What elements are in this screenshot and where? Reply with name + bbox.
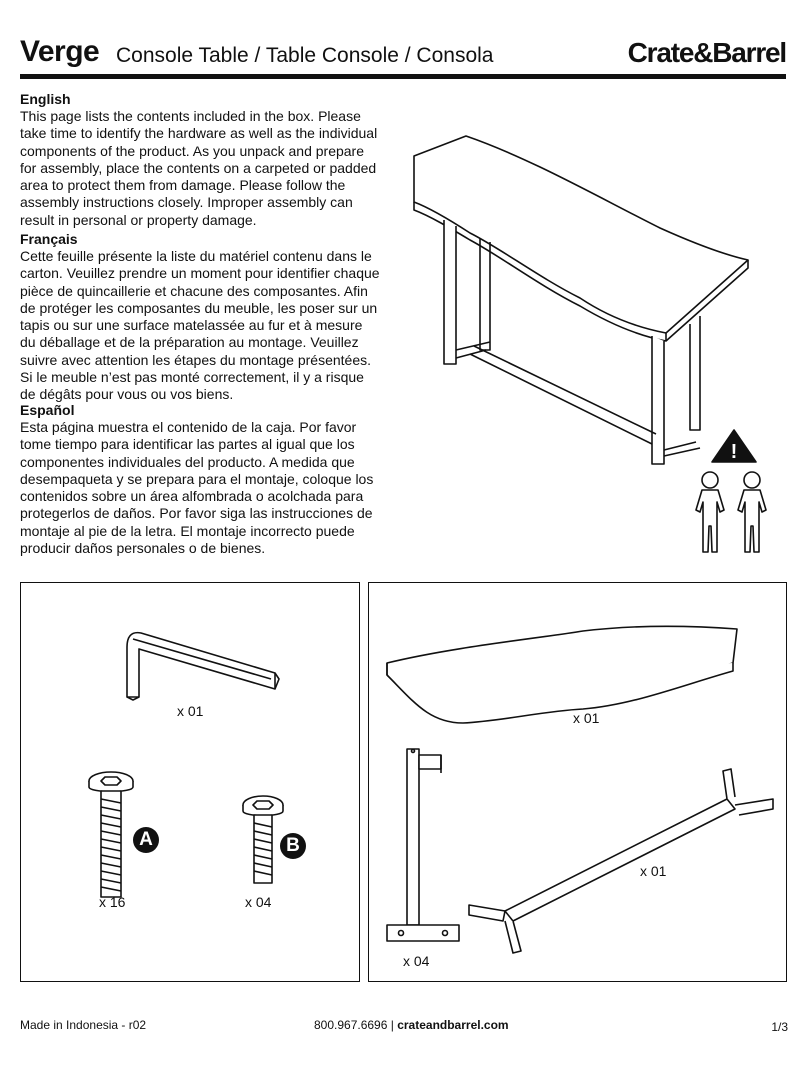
- footer-contact: [314, 1018, 509, 1032]
- allen-key-icon: [111, 623, 287, 703]
- footer-origin-country: Indonesia - r02: [66, 1018, 147, 1032]
- section-french-body: Cette feuille présente la liste du matériel contenu dans le carton. Veuillez prendre un moment pour identifier chaque pièce de quincaillerie et chacune des composantes. Afin de protéger les composantes du meuble, les poser sur un tapis ou sur une surface matelassée au fur et à mesure du déballage et de la préparation au montage. Veuillez suivre avec attention les étapes du montage présentées. Si le meuble n’est pas monté correctement, il y a risque de dégâts pour vous ou vos biens.: [20, 248, 380, 403]
- brand-logo: Crate&Barrel: [627, 37, 786, 68]
- product-model-name: Verge: [20, 35, 100, 68]
- section-english-heading: English: [20, 91, 71, 107]
- console-table-illustration: [410, 128, 760, 478]
- footer-phone: 800.967.6696 |: [314, 1018, 398, 1032]
- section-english-body: This page lists the contents included in the box. Please take time to identify the hardware as well as the individual components of the product. As you unpack and prepare for assembly, place the contents on a carpeted or padded area to protect them from damage. Please follow the assembly instructions closely. Improper assembly can result in personal or property damage.: [20, 108, 378, 228]
- section-french: [20, 231, 380, 404]
- stretcher-quantity: x 01: [640, 863, 667, 879]
- leg-quantity: x 04: [403, 953, 430, 969]
- table-leg-icon: [383, 743, 473, 953]
- tabletop-quantity: x 01: [573, 710, 600, 726]
- section-english: [20, 91, 380, 229]
- hardware-panel: [20, 582, 360, 982]
- bolt-a-quantity: x 16: [99, 894, 126, 910]
- bolt-b-quantity: x 04: [245, 894, 272, 910]
- section-spanish-heading: Español: [20, 402, 75, 418]
- footer-website-link[interactable]: crateandbarrel.com: [397, 1018, 509, 1032]
- tabletop-icon: [383, 617, 743, 727]
- components-panel: [368, 582, 787, 982]
- stretcher-icon: [465, 759, 785, 959]
- bolt-b-badge: B: [280, 833, 306, 859]
- warning-icon-symbol: !: [730, 441, 738, 463]
- allen-key-quantity: x 01: [177, 703, 204, 719]
- section-french-heading: Français: [20, 231, 78, 247]
- product-description: Console Table / Table Console / Consola: [116, 44, 494, 67]
- header-rule: [20, 74, 786, 79]
- footer-origin-prefix: Made in: [20, 1018, 63, 1032]
- two-person-lift-icon: [690, 470, 786, 556]
- footer-origin: [20, 1018, 146, 1032]
- bolt-a-badge: A: [133, 827, 159, 853]
- section-spanish-body: Esta página muestra el contenido de la caja. Por favor tome tiempo para identificar las partes al igual que los componentes individuales del producto. A medida que desempaqueta y se prepara para el montaje, coloque los contenidos sobre un área alfombrada o acolchada para protegerlos de daños. Por favor siga las instrucciones de montaje al pie de la letra. El montaje incorrecto puede producir daños personales o de bienes.: [20, 419, 374, 557]
- page-number: 1/3: [771, 1020, 788, 1034]
- section-spanish: [20, 402, 380, 557]
